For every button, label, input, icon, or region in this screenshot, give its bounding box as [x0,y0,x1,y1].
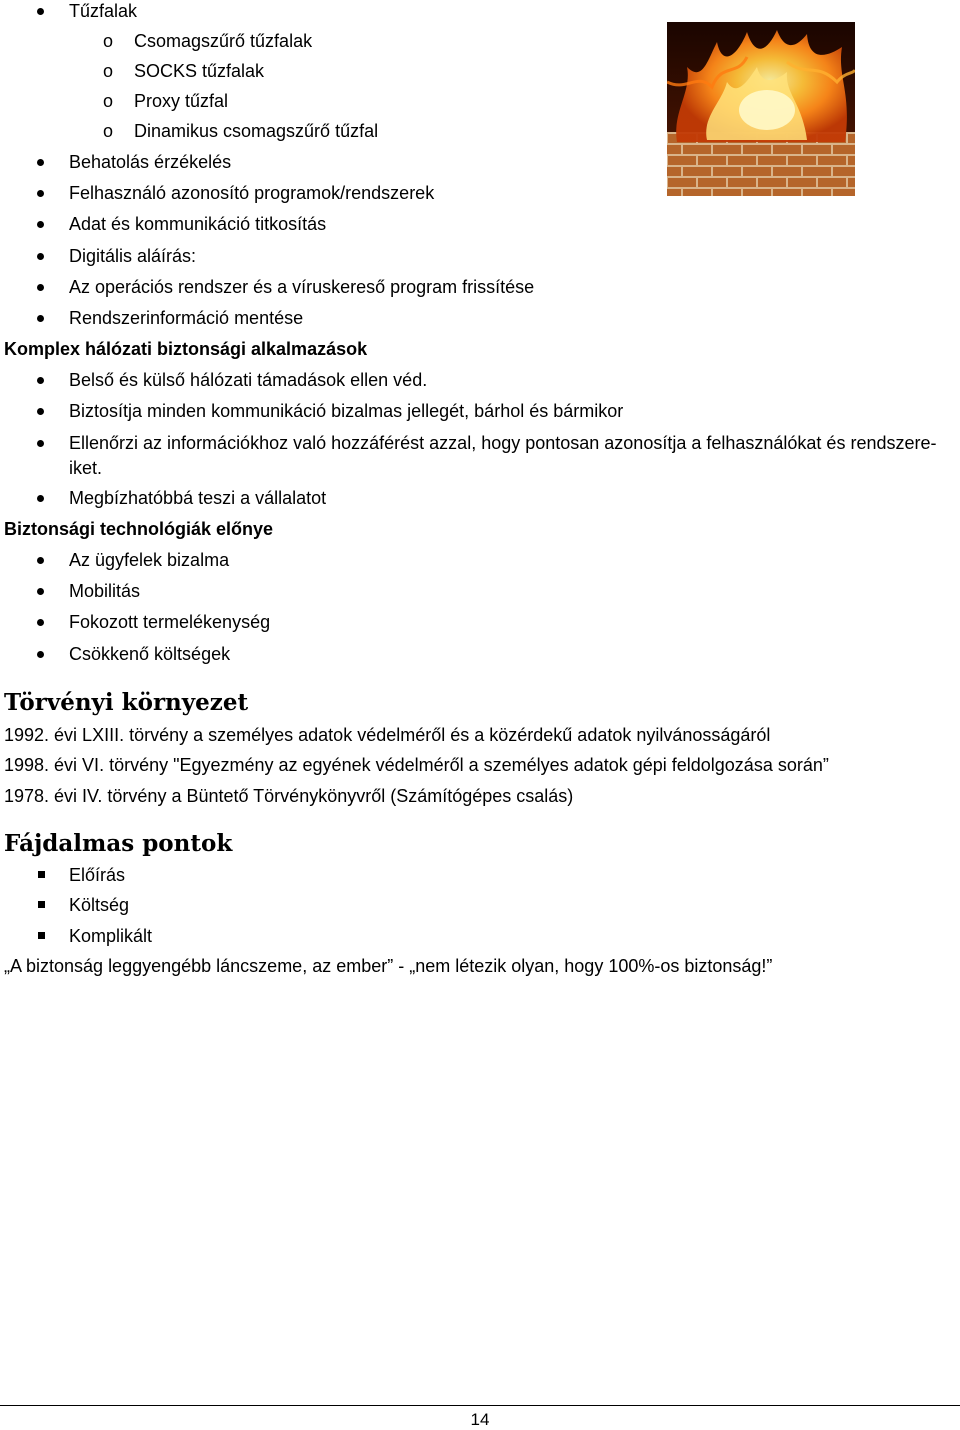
bullet [37,190,44,197]
list-item: Ellenőrzi az információkhoz való hozzáférést azzal, hogy pontosan azonosítja a felhasználókat és rendszere- [69,433,937,453]
list-item: Rendszerinformáció mentése [69,308,304,328]
sub-list-item: Csomagszűrő tűzfalak [134,31,313,51]
section-heading: Törvényi környezet [4,689,249,716]
list-item: Az operációs rendszer és a víruskereső program frissítése [69,277,535,297]
sub-list-item: Dinamikus csomagszűrő tűzfal [134,121,379,141]
square-bullet [38,901,45,908]
sub-bullet: o [103,91,114,111]
bullet [37,253,44,260]
sub-list-item: Proxy tűzfal [134,91,229,111]
bullet [37,284,44,291]
section-heading: Fájdalmas pontok [4,830,233,857]
list-item: Az ügyfelek bizalma [69,550,230,570]
list-item-continuation: iket. [69,458,103,478]
bullet [37,8,44,15]
list-item: Digitális aláírás: [69,246,197,266]
bullet [37,495,44,502]
quote: „A biztonság leggyengébb láncszeme, az ember” - „nem létezik olyan, hogy 100%-os biztonság!” [4,956,773,976]
bullet [37,408,44,415]
list-item: Felhasználó azonosító programok/rendszerek [69,183,435,203]
bullet [37,557,44,564]
list-item: Költség [69,895,130,915]
fire-wall-icon [667,22,855,196]
bullet [37,588,44,595]
list-item: Tűzfalak [69,1,138,21]
bullet [37,159,44,166]
sub-bullet: o [103,121,114,141]
list-item: Fokozott termelékenység [69,612,271,632]
list-item: Biztosítja minden kommunikáció bizalmas jellegét, bárhol és bármikor [69,401,624,421]
list-item: Csökkenő költségek [69,644,231,664]
bullet [37,440,44,447]
square-bullet [38,932,45,939]
list-item: Behatolás érzékelés [69,152,232,172]
sub-list-item: SOCKS tűzfalak [134,61,265,81]
list-item: Előírás [69,865,126,885]
list-item: Komplikált [69,926,153,946]
section-title: Komplex hálózati biztonsági alkalmazások [4,339,368,359]
bullet [37,221,44,228]
list-item: Mobilitás [69,581,141,601]
law-line: 1978. évi IV. törvény a Büntető Törvénykönyvről (Számítógépes csalás) [4,786,574,806]
list-item: Belső és külső hálózati támadások ellen véd. [69,370,428,390]
sub-bullet: o [103,61,114,81]
square-bullet [38,871,45,878]
list-item: Megbízhatóbbá teszi a vállalatot [69,488,327,508]
law-line: 1998. évi VI. törvény "Egyezmény az egyének védelméről a személyes adatok gépi feldolgozása során” [4,755,829,775]
bullet [37,619,44,626]
list-item: Adat és kommunikáció titkosítás [69,214,327,234]
footer-rule [0,1405,960,1406]
bullet [37,377,44,384]
bullet [37,651,44,658]
page-number: 14 [470,1410,490,1429]
sub-bullet: o [103,31,114,51]
bullet [37,315,44,322]
section-title: Biztonsági technológiák előnye [4,519,274,539]
law-line: 1992. évi LXIII. törvény a személyes adatok védelméről és a közérdekű adatok nyilvánosságáról [4,725,771,745]
